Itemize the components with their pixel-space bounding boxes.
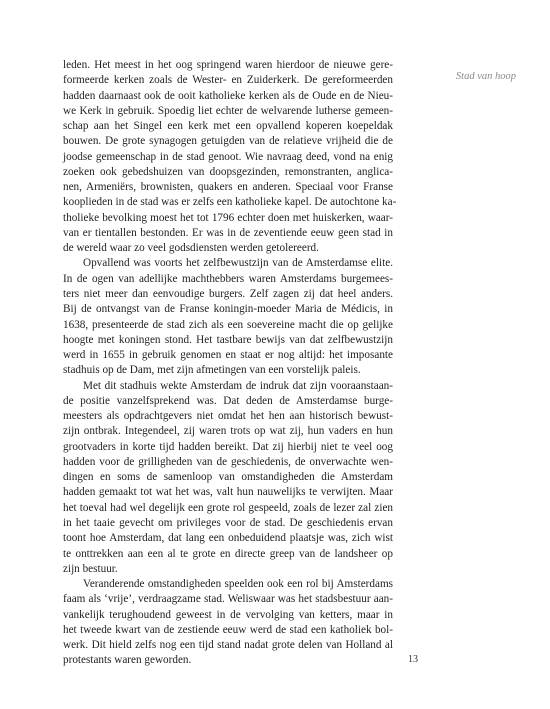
text-line: nen, Armeniërs, brownisten, quakers en anderen. Speciaal voor Franse <box>63 181 393 194</box>
page-number: 13 <box>408 654 418 665</box>
text-line: dingen en soms de samenloop van omstandigheden die Amsterdam <box>63 471 393 484</box>
text-line: kooplieden in de stad was er zelfs een katholieke kapel. De autochtone ka- <box>63 196 397 209</box>
text-line: Opvallend was voorts het zelfbewustzijn van de Amsterdamse elite. <box>83 257 393 270</box>
text-line: werd in 1655 in gebruik genomen en staat er nog altijd: het imposante <box>63 349 393 362</box>
text-line: hoogte met koningen stond. Het tastbare bewijs van dat zelfbewustzijn <box>63 333 393 346</box>
text-line: zijn ontbrak. Integendeel, zij waren trots op wat zij, hun vaders en hun <box>63 425 393 438</box>
text-line: formeerde kerken zoals de Wester- en Zuiderkerk. De gereformeerden <box>63 74 393 87</box>
text-line: toont hoe Amsterdam, dat lang een onbeduidend plaatsje was, zich wist <box>63 532 393 545</box>
text-line: tholieke bevolking moest het tot 1796 echter doen met huiskerken, waar- <box>63 211 393 224</box>
text-line: protestants waren geworden. <box>63 654 192 667</box>
text-line: hadden daarnaast ook de ooit katholieke kerken als de Oude en de Nieu- <box>63 89 393 102</box>
text-line: leden. Het meest in het oog springend waren hierdoor de nieuwe gere- <box>63 59 393 71</box>
text-line: grootvaders in korte tijd hadden bereikt. Dat zij hierbij niet te veel oog <box>63 440 393 453</box>
text-line: zoeken ook gebedshuizen van doopsgezinden, remonstranten, anglica- <box>63 165 393 178</box>
text-line: bouwen. De grote synagogen getuigden van de relatieve vrijheid die de <box>63 135 393 148</box>
text-line: van er tientallen bestonden. Er was in de zeventiende eeuw geen stad in <box>63 226 393 239</box>
text-line: hadden voor de grilligheden van de geschiedenis, de onverwachte wen- <box>63 455 393 468</box>
running-head: Stad van hoop <box>455 71 516 82</box>
text-line: hadden gemaakt tot wat het was, valt hun nauwelijks te verwijten. Maar <box>63 486 393 499</box>
body-text <box>63 58 397 669</box>
text-line: de wereld waar zo veel godsdiensten werden getolereerd. <box>63 242 319 255</box>
text-line: Veranderende omstandigheden speelden ook een rol bij Amsterdams <box>83 578 393 591</box>
paragraph-3 <box>63 379 393 577</box>
text-line: stadhuis op de Dam, met zijn afmetingen van een vorstelijk paleis. <box>63 364 361 377</box>
text-line: vankelijk terughoudend geweest in de vervolging van ketters, maar in <box>63 608 393 621</box>
text-line: zijn bestuur. <box>63 562 118 575</box>
text-line: joodse gemeenschap in de stad genoot. Wie navraag deed, vond na enig <box>63 150 393 163</box>
text-line: 1638, presenteerde de stad zich als een soevereine macht die op gelijke <box>63 318 393 331</box>
text-line: het tweede kwart van de zestiende eeuw werd de stad een katholiek bol- <box>63 623 393 636</box>
text-line: in het taaie gevecht om privileges voor de stad. De geschiedenis ervan <box>63 516 393 529</box>
text-line: Met dit stadhuis wekte Amsterdam de indruk dat zijn vooraanstaan- <box>83 379 393 392</box>
text-line: te onttrekken aan een al te grote en directe greep van de landsheer op <box>63 547 393 560</box>
paragraph-4 <box>63 577 393 669</box>
text-line: faam als ‘vrije’, verdraagzame stad. Weliswaar was het stadsbestuur aan- <box>63 593 393 606</box>
text-line: het toeval had wel degelijk een grote rol gespeeld, zoals de lezer zal zien <box>63 501 393 514</box>
text-line: ters niet meer dan eenvoudige burgers. Zelf zagen zij dat heel anders. <box>63 287 393 300</box>
text-line: werk. Dit hield zelfs nog een tijd stand nadat grote delen van Holland al <box>63 639 393 652</box>
text-line: schap aan het Singel een kerk met een opvallend koperen koepeldak <box>63 120 393 133</box>
text-line: In de ogen van adellijke machthebbers waren Amsterdams burgemees- <box>63 272 393 285</box>
text-line: de positie vanzelfsprekend was. Dat deden de Amsterdamse burge- <box>63 394 393 407</box>
paragraph-1 <box>63 58 397 256</box>
text-line: meesters als opdrachtgevers niet omdat het hen aan historisch bewust- <box>63 410 393 423</box>
paragraph-2 <box>63 256 393 378</box>
text-line: Bij de ontvangst van de Franse koningin-moeder Maria de Médicis, in <box>63 303 393 316</box>
text-line: we Kerk in gebruik. Spoedig liet echter de welvarende lutherse gemeen- <box>63 104 393 117</box>
